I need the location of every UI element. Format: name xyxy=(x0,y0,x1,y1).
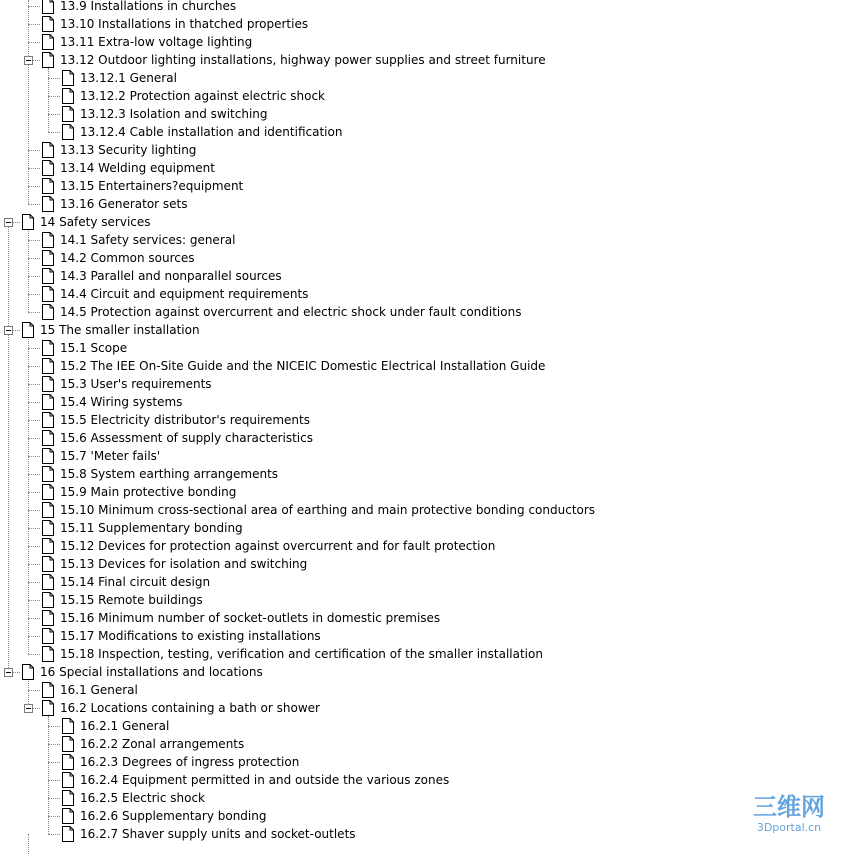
collapse-icon[interactable] xyxy=(4,326,13,335)
tree-connector-line xyxy=(48,78,60,79)
tree-node-label: 13.13 Security lighting xyxy=(60,143,197,157)
tree-node-label: 14.4 Circuit and equipment requirements xyxy=(60,287,309,301)
tree-connector-line xyxy=(28,618,40,619)
tree-node-label: 15.13 Devices for isolation and switching xyxy=(60,557,308,571)
document-icon xyxy=(41,700,55,716)
tree-connector-line xyxy=(28,510,40,511)
tree-connector-line xyxy=(48,744,60,745)
document-icon xyxy=(41,142,55,158)
tree-connector-line xyxy=(28,276,40,277)
tree-node-label: 13.12.3 Isolation and switching xyxy=(80,107,268,121)
document-icon xyxy=(41,592,55,608)
document-icon xyxy=(41,556,55,572)
document-icon xyxy=(41,160,55,176)
document-icon xyxy=(41,196,55,212)
tree-connector-line xyxy=(28,168,40,169)
tree-connector-line xyxy=(28,366,40,367)
tree-node-label: 13.14 Welding equipment xyxy=(60,161,215,175)
document-icon xyxy=(41,646,55,662)
tree-connector-line xyxy=(28,690,40,691)
document-icon xyxy=(61,718,75,734)
document-icon xyxy=(41,628,55,644)
document-icon xyxy=(41,466,55,482)
tree-node-label: 14.2 Common sources xyxy=(60,251,195,265)
document-icon xyxy=(61,124,75,140)
document-icon xyxy=(41,376,55,392)
tree-connector-line xyxy=(28,258,40,259)
tree-connector-line xyxy=(28,204,40,205)
tree-node-label: 15.14 Final circuit design xyxy=(60,575,211,589)
tree-connector-line xyxy=(28,6,40,7)
tree-connector-line xyxy=(48,834,60,835)
tree-node-label: 16.2.4 Equipment permitted in and outside the various zones xyxy=(80,773,450,787)
tree-connector-line xyxy=(28,348,40,349)
document-icon xyxy=(41,682,55,698)
tree-connector-line xyxy=(28,402,40,403)
document-icon xyxy=(61,754,75,770)
document-icon xyxy=(21,214,35,230)
tree-connector-line xyxy=(28,834,29,854)
tree-connector-line xyxy=(48,96,60,97)
document-icon xyxy=(41,16,55,32)
tree-node-label: 16.2.6 Supplementary bonding xyxy=(80,809,267,823)
document-icon xyxy=(21,664,35,680)
document-icon xyxy=(41,358,55,374)
document-icon xyxy=(41,0,55,14)
tree-connector-line xyxy=(28,420,40,421)
tree-connector-line xyxy=(28,150,40,151)
tree-node-label: 16.1 General xyxy=(60,683,138,697)
document-icon xyxy=(61,736,75,752)
tree-node-label: 13.12.2 Protection against electric shock xyxy=(80,89,326,103)
tree-connector-line xyxy=(48,114,60,115)
document-icon xyxy=(41,502,55,518)
tree-node-label: 13.15 Entertainers?equipment xyxy=(60,179,244,193)
tree-connector-line xyxy=(28,42,40,43)
tree-node-label: 13.16 Generator sets xyxy=(60,197,188,211)
tree-node-label: 15.15 Remote buildings xyxy=(60,593,203,607)
document-icon xyxy=(41,268,55,284)
document-icon xyxy=(41,340,55,356)
document-icon xyxy=(41,178,55,194)
tree-node-label: 15.12 Devices for protection against overcurrent and for fault protection xyxy=(60,539,496,553)
document-icon xyxy=(41,304,55,320)
document-icon xyxy=(41,430,55,446)
tree-connector-line xyxy=(28,564,40,565)
document-icon xyxy=(41,232,55,248)
tree-node-label: 15.16 Minimum number of socket-outlets in domestic premises xyxy=(60,611,441,625)
tree-connector-line xyxy=(28,24,40,25)
tree-node-label: 15.5 Electricity distributor's requirements xyxy=(60,413,310,427)
tree-node-label: 15.17 Modifications to existing installations xyxy=(60,629,321,643)
tree-connector-line xyxy=(28,528,40,529)
document-icon xyxy=(41,34,55,50)
document-icon xyxy=(41,250,55,266)
tree-connector-line xyxy=(28,474,40,475)
tree-connector-line xyxy=(48,798,60,799)
tree-node-label: 16.2.1 General xyxy=(80,719,170,733)
tree-connector-line xyxy=(28,0,29,204)
tree-connector-line xyxy=(28,384,40,385)
document-icon xyxy=(41,574,55,590)
document-icon xyxy=(61,88,75,104)
tree-connector-line xyxy=(28,240,40,241)
tree-connector-line xyxy=(28,186,40,187)
collapse-icon[interactable] xyxy=(4,218,13,227)
tree-node-label: 15 The smaller installation xyxy=(40,323,200,337)
document-icon xyxy=(41,538,55,554)
tree-node-label: 14.3 Parallel and nonparallel sources xyxy=(60,269,282,283)
tree-node-label: 15.3 User's requirements xyxy=(60,377,212,391)
tree-connector-line xyxy=(48,762,60,763)
tree-connector-line xyxy=(48,780,60,781)
tree-node-label: 13.10 Installations in thatched properties xyxy=(60,17,309,31)
document-icon xyxy=(41,484,55,500)
tree-connector-line xyxy=(8,222,9,330)
tree-node-label: 15.18 Inspection, testing, verification and certification of the smaller installation xyxy=(60,647,543,661)
document-icon xyxy=(21,322,35,338)
document-icon xyxy=(41,412,55,428)
tree-node-label: 16.2.7 Shaver supply units and socket-outlets xyxy=(80,827,356,841)
collapse-icon[interactable] xyxy=(24,56,33,65)
document-icon xyxy=(61,772,75,788)
tree-node-label: 13.9 Installations in churches xyxy=(60,0,237,13)
tree-node-label: 15.7 'Meter fails' xyxy=(60,449,161,463)
tree-connector-line xyxy=(28,546,40,547)
tree-connector-line xyxy=(48,132,60,133)
tree-node-label: 16.2.5 Electric shock xyxy=(80,791,206,805)
watermark-subtext: 3Dportal.cn xyxy=(756,821,822,834)
tree-node-label: 14 Safety services xyxy=(40,215,151,229)
tree-node-label: 15.10 Minimum cross-sectional area of earthing and main protective bonding conductors xyxy=(60,503,596,517)
tree-node-label: 15.9 Main protective bonding xyxy=(60,485,237,499)
tree-node-label: 15.8 System earthing arrangements xyxy=(60,467,279,481)
document-icon xyxy=(41,610,55,626)
watermark-text: 三维网 xyxy=(753,793,825,821)
tree-node-label: 16.2 Locations containing a bath or shower xyxy=(60,701,320,715)
tree-node-label: 13.12.1 General xyxy=(80,71,177,85)
document-icon xyxy=(41,52,55,68)
collapse-icon[interactable] xyxy=(24,704,33,713)
document-icon xyxy=(61,106,75,122)
tree-connector-line xyxy=(28,654,40,655)
tree-node-label: 16.2.2 Zonal arrangements xyxy=(80,737,245,751)
tree-node-label: 13.12.4 Cable installation and identification xyxy=(80,125,343,139)
tree-node-label: 15.4 Wiring systems xyxy=(60,395,183,409)
document-icon xyxy=(41,448,55,464)
tree-connector-line xyxy=(28,600,40,601)
watermark-logo xyxy=(742,790,837,834)
tree-connector-line xyxy=(28,636,40,637)
document-icon xyxy=(41,394,55,410)
tree-node-label: 16 Special installations and locations xyxy=(40,665,263,679)
tree-connector-line xyxy=(28,312,40,313)
collapse-icon[interactable] xyxy=(4,668,13,677)
document-icon xyxy=(61,808,75,824)
tree-node-label: 14.1 Safety services: general xyxy=(60,233,236,247)
tree-node-label: 15.2 The IEE On-Site Guide and the NICEIC Domestic Electrical Installation Guide xyxy=(60,359,546,373)
tree-connector-line xyxy=(8,330,9,672)
tree-connector-line xyxy=(48,816,60,817)
tree-connector-line xyxy=(28,582,40,583)
document-icon xyxy=(41,520,55,536)
tree-node-label: 15.11 Supplementary bonding xyxy=(60,521,243,535)
tree-connector-line xyxy=(28,456,40,457)
document-icon xyxy=(61,790,75,806)
tree-node-label: 15.6 Assessment of supply characteristics xyxy=(60,431,313,445)
tree-connector-line xyxy=(28,294,40,295)
tree-connector-line xyxy=(28,492,40,493)
tree-node-label: 15.1 Scope xyxy=(60,341,128,355)
tree-node-label: 13.11 Extra-low voltage lighting xyxy=(60,35,253,49)
tree-node-label: 13.12 Outdoor lighting installations, highway power supplies and street furniture xyxy=(60,53,546,67)
document-icon xyxy=(61,70,75,86)
tree-connector-line xyxy=(28,335,29,654)
tree-node-label: 14.5 Protection against overcurrent and electric shock under fault conditions xyxy=(60,305,522,319)
tree-connector-line xyxy=(48,726,60,727)
document-icon xyxy=(41,286,55,302)
tree-connector-line xyxy=(28,438,40,439)
tree-node-label: 16.2.3 Degrees of ingress protection xyxy=(80,755,300,769)
document-icon xyxy=(61,826,75,842)
